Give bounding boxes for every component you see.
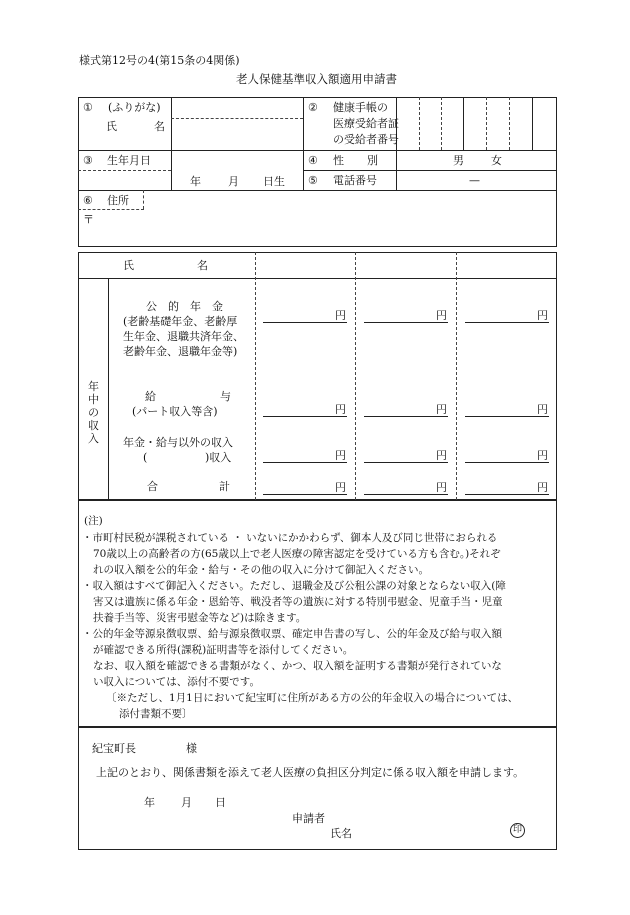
honorific-label: 様 <box>186 742 197 755</box>
other-income-paren-open: ( <box>143 451 148 464</box>
salary-sub-label: (パート収入等含) <box>132 405 218 418</box>
address-field[interactable] <box>95 211 555 245</box>
income-name-label-a: 氏 <box>123 259 134 272</box>
other-yen-label-2: 円 <box>436 449 447 462</box>
pension-amount-field-2[interactable] <box>364 322 448 323</box>
sex-option-female[interactable]: 女 <box>491 154 502 167</box>
pension-desc-3: 老齢年金、退職年金等) <box>123 345 238 358</box>
form-number: 様式第12号の4(第15条の4関係) <box>79 54 240 67</box>
other-income-type-field[interactable] <box>150 450 203 464</box>
address-label: 住所 <box>107 194 129 207</box>
note3-line3: なお、収入額を確認できる書類がなく、かつ、収入額を証明する書類が発行されていな <box>93 660 502 672</box>
note3-line1: ・公的年金等源泉徴収票、給与源泉徴収票、確定申告書の写し、公的年金及び給与収入額 <box>82 628 502 640</box>
insurance-label-2: 医療受給者証 <box>333 117 399 130</box>
birthdate-label: 生年月日 <box>107 154 151 167</box>
name-field[interactable] <box>171 120 303 149</box>
other-amount-field-1[interactable] <box>263 462 347 463</box>
date-year-label: 年 <box>144 796 155 809</box>
note1-line1: ・市町村民税が課税されている ・ いないにかかわらず、御本人及び同じ世帯におられる <box>82 532 498 544</box>
pension-title-4: 金 <box>212 300 223 313</box>
note2-line1: ・収入額はすべて御記入ください。ただし、退職金及び公租公課の対象とならない収入(障 <box>82 580 506 592</box>
side-label-5: 入 <box>88 432 99 445</box>
application-statement: 上記のとおり、関係書類を添えて老人医療の負担区分判定に係る収入額を申請します。 <box>96 766 525 779</box>
applicant-name-label: 氏名 <box>330 827 352 840</box>
note4-line2: 添付書類不要〕 <box>119 708 193 720</box>
salary-label-b: 与 <box>220 390 231 403</box>
other-amount-field-3[interactable] <box>465 462 549 463</box>
side-label-3: の <box>88 406 99 419</box>
seal-icon: 印 <box>510 823 525 838</box>
row1-number: ① <box>83 101 93 114</box>
furigana-label: (ふりがな) <box>108 101 161 114</box>
pension-amount-field-3[interactable] <box>465 322 549 323</box>
other-yen-label-3: 円 <box>537 449 548 462</box>
side-label-1: 年 <box>88 380 99 393</box>
pension-yen-label-1: 円 <box>335 309 346 322</box>
income-name-label-b: 名 <box>197 259 208 272</box>
other-amount-field-2[interactable] <box>364 462 448 463</box>
birth-day-label: 日生 <box>263 175 285 188</box>
pension-amount-field-1[interactable] <box>263 322 347 323</box>
row5-number: ⑤ <box>308 174 318 187</box>
pension-title-2: 的 <box>168 300 179 313</box>
total-label-a: 合 <box>147 480 158 493</box>
pension-desc-1: (老齢基礎年金、老齢厚 <box>123 315 238 328</box>
total-amount-field-3[interactable] <box>465 494 549 495</box>
note4-line1: 〔※ただし、1月1日において紀宝町に住所がある方の公的年金収入の場合については、 <box>106 692 519 704</box>
pension-yen-label-2: 円 <box>436 309 447 322</box>
salary-yen-label-3: 円 <box>537 403 548 416</box>
pension-title-3: 年 <box>190 300 201 313</box>
total-yen-label-3: 円 <box>537 481 548 494</box>
note1-line2: 70歳以上の高齢者の方(65歳以上で老人医療の障害認定を受けている方も含む。)それぞ <box>93 548 501 560</box>
side-label-2: 中 <box>88 393 99 406</box>
pension-title-1: 公 <box>146 300 157 313</box>
other-yen-label-1: 円 <box>335 449 346 462</box>
salary-yen-label-2: 円 <box>436 403 447 416</box>
salary-amount-field-3[interactable] <box>465 416 549 417</box>
sex-option-male[interactable]: 男 <box>453 154 464 167</box>
notes-heading: (注) <box>84 515 103 527</box>
date-month-label: 月 <box>181 796 192 809</box>
total-yen-label-2: 円 <box>436 481 447 494</box>
row4-number: ④ <box>308 154 318 167</box>
other-income-paren-close: )収入 <box>205 451 232 464</box>
form-title: 老人保健基準収入額適用申請書 <box>236 72 397 86</box>
birth-year-label: 年 <box>190 175 201 188</box>
row2-number: ② <box>308 101 318 114</box>
recipient-number-field[interactable] <box>397 98 556 149</box>
member3-name-field[interactable] <box>457 254 556 277</box>
phone-label: 電話番号 <box>333 174 377 187</box>
row3-number: ③ <box>83 154 93 167</box>
note2-line2: 害又は遺族に係る年金・恩給等、戦没者等の遺族に対する特別弔慰金、児童手当・児童 <box>93 596 503 608</box>
total-label-b: 計 <box>219 480 230 493</box>
phone-dash: — <box>469 174 480 187</box>
pension-yen-label-3: 円 <box>537 309 548 322</box>
birthdate-field[interactable] <box>172 151 302 189</box>
applicant-label: 申請者 <box>292 812 325 825</box>
birth-month-label: 月 <box>228 175 239 188</box>
furigana-field[interactable] <box>171 100 303 117</box>
salary-yen-label-1: 円 <box>335 403 346 416</box>
addressee-label: 紀宝町長 <box>92 742 136 755</box>
note2-line3: 扶養手当等、災害弔慰金等など)は除きます。 <box>93 612 307 624</box>
salary-amount-field-2[interactable] <box>364 416 448 417</box>
total-amount-field-2[interactable] <box>364 494 448 495</box>
note3-line2: が確認できる所得(課税)証明書等を添付してください。 <box>93 644 354 656</box>
note1-line3: れの収入額を公的年金・給与・その他の収入に分けて御記入ください。 <box>93 564 429 576</box>
row6-number: ⑥ <box>83 194 93 207</box>
total-amount-field-1[interactable] <box>263 494 347 495</box>
sex-label-b: 別 <box>367 154 378 167</box>
note3-line4: い収入については、添付不要です。 <box>93 676 260 688</box>
sex-label-a: 性 <box>333 154 344 167</box>
postal-mark-icon: 〒 <box>83 213 94 226</box>
applicant-name-field[interactable] <box>360 823 500 841</box>
insurance-label-3: の受給者番号 <box>333 133 399 146</box>
name-label-a: 氏 <box>106 120 117 133</box>
side-label-4: 収 <box>88 419 99 432</box>
salary-label-a: 給 <box>145 390 156 403</box>
date-day-label: 日 <box>215 796 226 809</box>
total-yen-label-1: 円 <box>335 481 346 494</box>
name-label-b: 名 <box>154 120 165 133</box>
phone-field[interactable] <box>397 171 556 189</box>
insurance-label-1: 健康手帳の <box>333 101 388 114</box>
member2-name-field[interactable] <box>356 254 455 277</box>
salary-amount-field-1[interactable] <box>263 416 347 417</box>
other-income-label: 年金・給与以外の収入 <box>123 436 233 449</box>
member1-name-field[interactable] <box>256 254 354 277</box>
pension-desc-2: 生年金、退職共済年金、 <box>123 330 244 343</box>
